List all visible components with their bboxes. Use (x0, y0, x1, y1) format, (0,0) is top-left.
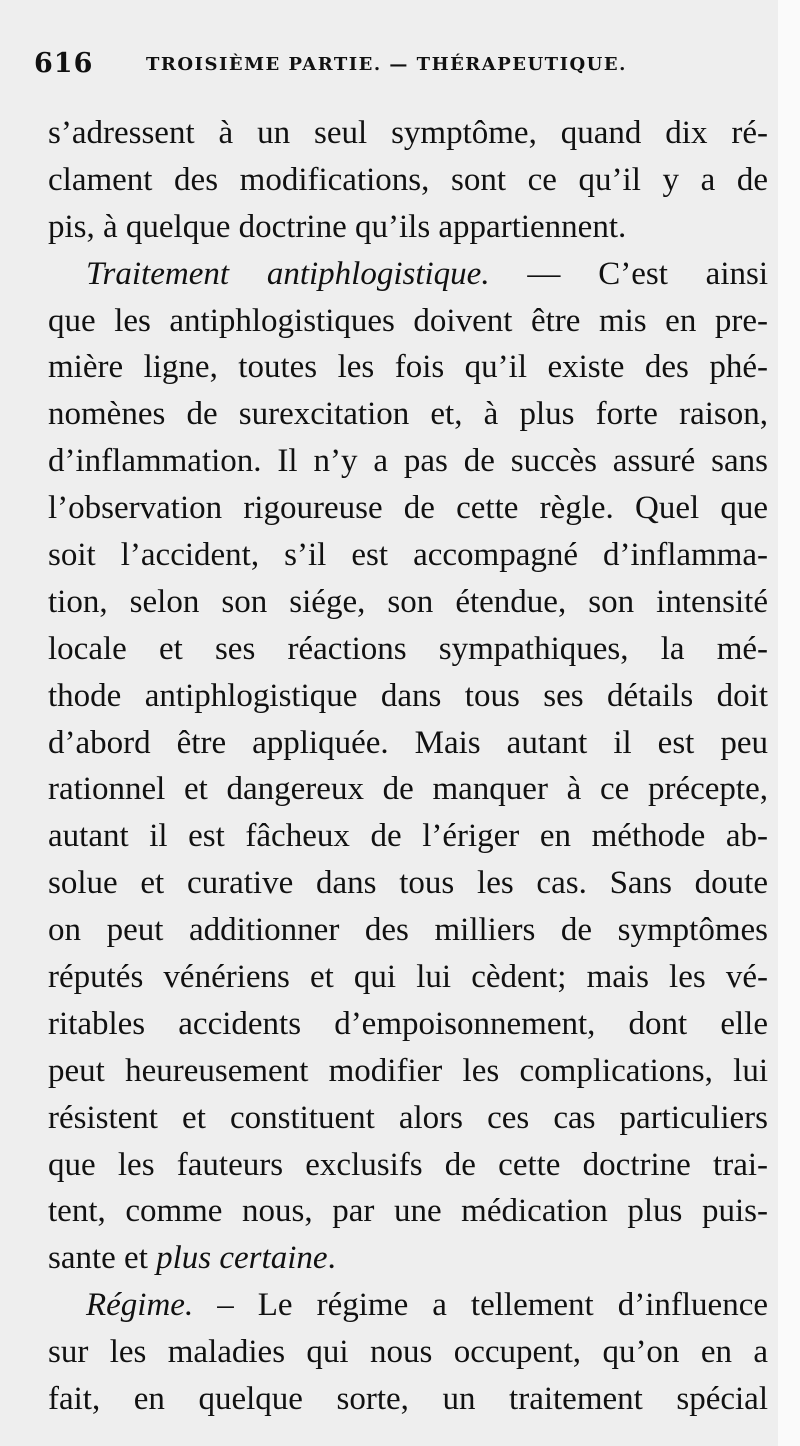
text-line: que les fauteurs exclusifs de cette doctrine trai- (48, 1146, 768, 1183)
running-head: TROISIÈME PARTIE. — THÉRAPEUTIQUE. (146, 54, 627, 75)
text-line: tion, selon son siége, son étendue, son intensité (48, 583, 768, 620)
text-line: nomènes de surexcitation et, à plus forte raison, (48, 396, 768, 433)
text-line: mière ligne, toutes les fois qu’il existe des phé- (48, 349, 768, 386)
text-line: clament des modifications, sont ce qu’il y a de (48, 161, 768, 198)
section-heading-regime: Régime. (86, 1287, 194, 1324)
text-line: que les antiphlogistiques doivent être mis en pre- (48, 302, 768, 339)
text-line: locale et ses réactions sympathiques, la mé- (48, 630, 768, 667)
text-line: ritables accidents d’empoisonnement, dont elle (48, 1005, 768, 1042)
paragraph-start-line (48, 251, 768, 298)
text-fragment: — C’est ainsi (489, 255, 768, 292)
text-line: soit l’accident, s’il est accompagné d’inflamma- (48, 537, 768, 574)
text-line: peut heureusement modifier les complications, lui (48, 1052, 768, 1089)
text-line: d’inflammation. Il n’y a pas de succès assuré sans (48, 443, 768, 480)
section-heading-antiphlogistic: Traitement antiphlogistique. (86, 255, 490, 292)
text-line: autant il est fâcheux de l’ériger en méthode ab- (48, 818, 768, 855)
text-line: s’adressent à un seul symptôme, quand dix ré- (48, 115, 768, 151)
text-line: thode antiphlogistique dans tous ses détails doit (48, 677, 768, 714)
text-line: l’observation rigoureuse de cette règle. Quel que (48, 490, 768, 527)
text-fragment: . (327, 1240, 336, 1277)
paragraph-start-line (48, 1282, 768, 1329)
text-line: sur les maladies qui nous occupent, qu’on en a (48, 1334, 768, 1371)
text-line: résistent et constituent alors ces cas particuliers (48, 1099, 768, 1136)
page-edge (778, 0, 800, 1446)
text-line: solue et curative dans tous les cas. Sans doute (48, 865, 768, 902)
text-line: d’abord être appliquée. Mais autant il est peu (48, 724, 768, 761)
text-line: on peut additionner des milliers de symptômes (48, 912, 768, 949)
text-line: réputés vénériens et qui lui cèdent; mais les vé- (48, 959, 768, 996)
italic-phrase: plus certaine (156, 1240, 328, 1277)
body-text (48, 110, 768, 1423)
text-line: rationnel et dangereux de manquer à ce précepte, (48, 771, 768, 808)
text-fragment: sante et (48, 1240, 157, 1277)
paragraph-end-line (48, 1235, 768, 1282)
page-number: 616 (34, 48, 94, 79)
text-line: fait, en quelque sorte, un traitement spécial (48, 1381, 768, 1418)
text-line: pis, à quelque doctrine qu’ils appartiennent. (48, 208, 627, 245)
text-fragment: – Le régime a tellement d’influence (193, 1287, 768, 1324)
text-line: tent, comme nous, par une médication plus puis- (48, 1193, 768, 1230)
